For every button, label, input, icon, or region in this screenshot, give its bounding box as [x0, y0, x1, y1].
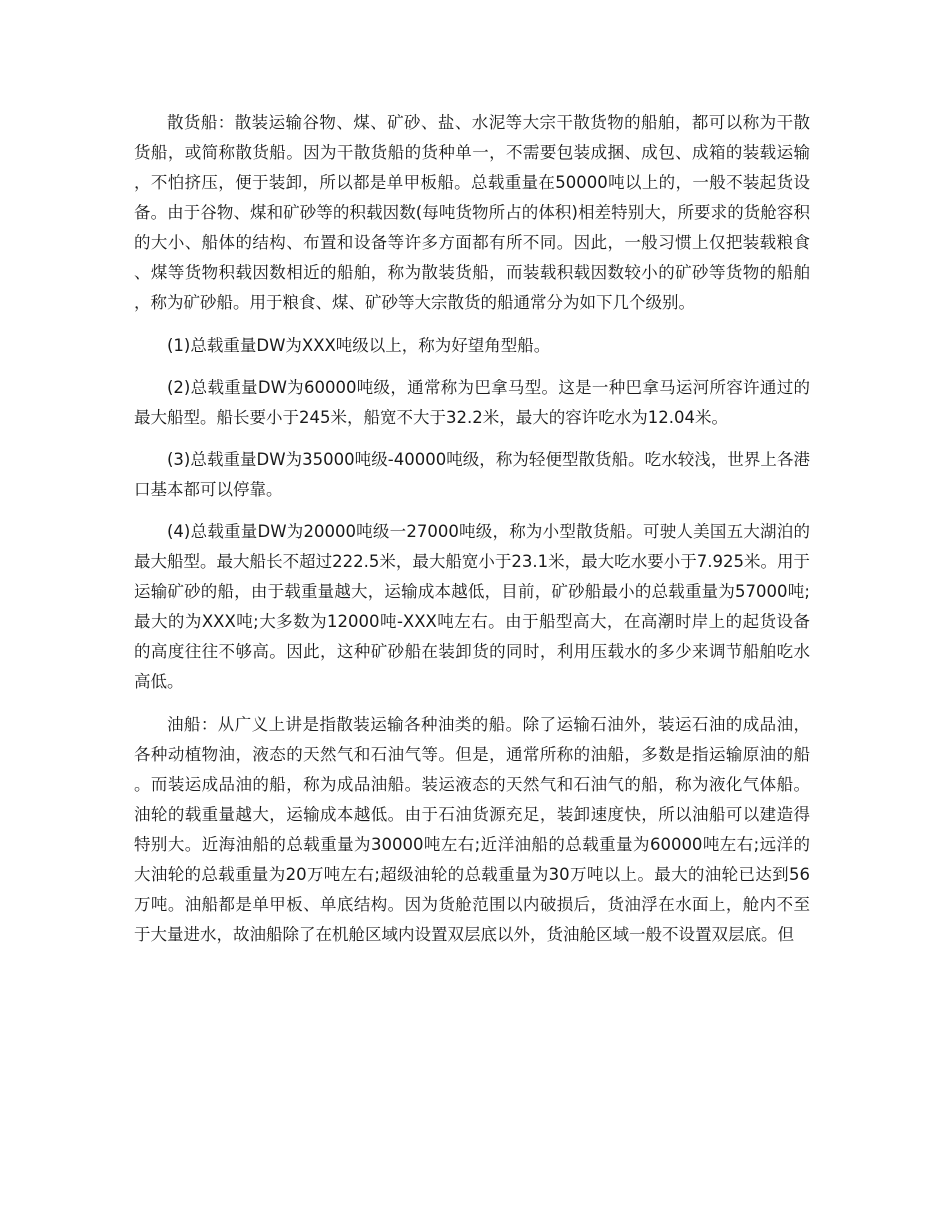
paragraph-bulk-carrier-intro: 散货船：散装运输谷物、煤、矿砂、盐、水泥等大宗干散货物的船舶，都可以称为干散货船，或简称散货船。因为干散货船的货种单一，不需要包装成捆、成包、成箱的装载运输，不怕挤压，便于装卸，所以都是单甲板船。总载重量在50000吨以上的，一般不装起货设备。由于谷物、煤和矿砂等的积载因数(每吨货物所占的体积)相差特别大，所要求的货舱容积的大小、船体的结构、布置和设备等许多方面都有所不同。因此，一般习惯上仅把装载粮食、煤等货物积载因数相近的船舶，称为散装货船，而装载积载因数较小的矿砂等货物的船舶，称为矿砂船。用于粮食、煤、矿砂等大宗散货的船通常分为如下几个级别。 [134, 113, 810, 312]
paragraph-capesize: (1)总载重量DW为XXX吨级以上，称为好望角型船。 [167, 336, 551, 355]
document-body [134, 108, 810, 950]
paragraph-oil-tanker: 油船：从广义上讲是指散装运输各种油类的船。除了运输石油外，装运石油的成品油，各种动植物油，液态的天然气和石油气等。但是，通常所称的油船，多数是指运输原油的船。而装运成品油的船，称为成品油船。装运液态的天然气和石油气的船，称为液化气体船。油轮的载重量越大，运输成本越低。由于石油货源充足，装卸速度快，所以油船可以建造得特别大。近海油船的总载重量为30000吨左右;近洋油船的总载重量为60000吨左右;远洋的大油轮的总载重量为20万吨左右;超级油轮的总载重量为30万吨以上。最大的油轮已达到56万吨。油船都是单甲板、单底结构。因为货舱范围以内破损后，货油浮在水面上，舱内不至于大量进水，故油船除了在机舱区域内设置双层底以外，货油舱区域一般不设置双层底。但 [134, 715, 810, 944]
paragraph-handysize: (3)总载重量DW为35000吨级-40000吨级，称为轻便型散货船。吃水较浅，世界上各港口基本都可以停靠。 [134, 450, 810, 499]
paragraph-panamax: (2)总载重量DW为60000吨级，通常称为巴拿马型。这是一种巴拿马运河所容许通过的最大船型。船长要小于245米，船宽不大于32.2米，最大的容许吃水为12.04米。 [134, 378, 810, 427]
paragraph-small-bulk-carrier: (4)总载重量DW为20000吨级一27000吨级，称为小型散货船。可驶人美国五大湖泊的最大船型。最大船长不超过222.5米，最大船宽小于23.1米，最大吃水要小于7.925米。用于运输矿砂的船，由于载重量越大，运输成本越低，目前，矿砂船最小的总载重量为57000吨;最大的为XXX吨;大多数为12000吨-XXX吨左右。由于船型高大，在高潮时岸上的起货设备的高度往往不够高。因此，这种矿砂船在装卸货的同时，利用压载水的多少来调节船舶吃水高低。 [134, 522, 810, 691]
